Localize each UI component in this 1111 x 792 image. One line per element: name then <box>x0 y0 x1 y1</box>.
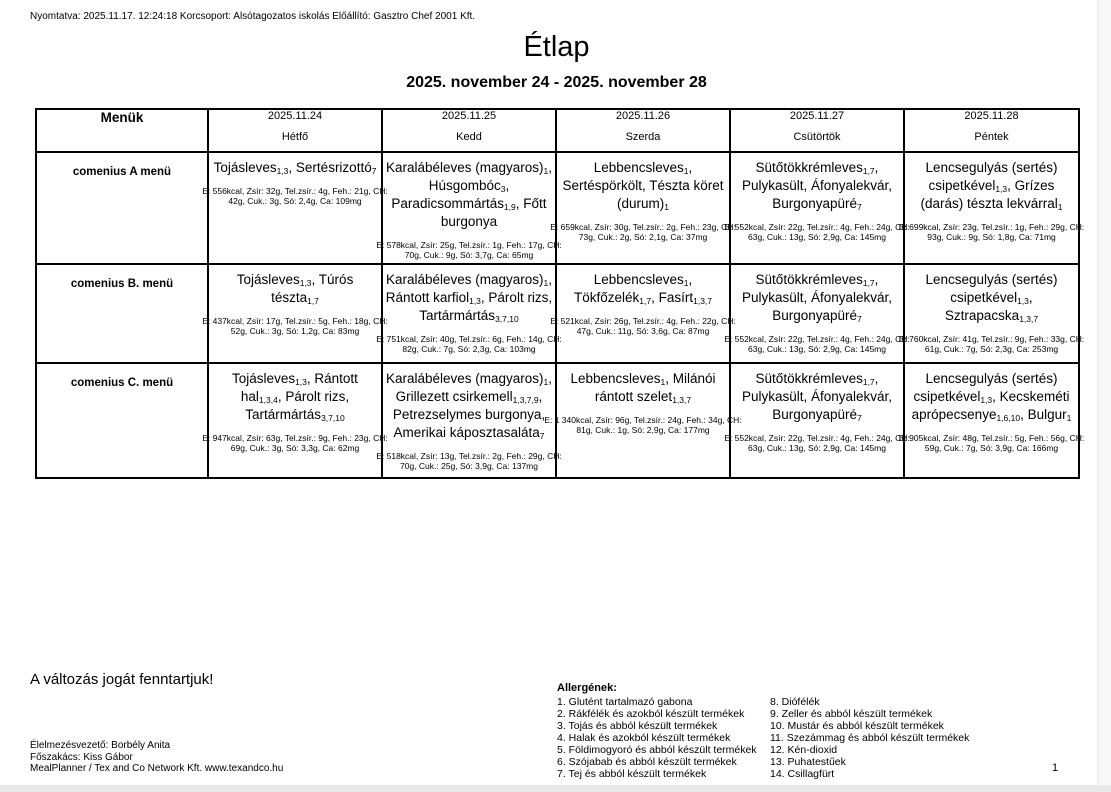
dish-text: Lebbencsleves$_1$, Tökfőzelék$_{1,7}$, Fasírt$_{1,3,7}$ <box>573 272 713 306</box>
menu-cell <box>376 363 562 478</box>
dish-text: Lebbencsleves$_1$, Milánói rántott szelet$_{1,3,7}$ <box>570 371 716 405</box>
dish-text: Lencsegulyás (sertés) csipetkével$_{1,3}$, Grízes (darás) tészta lekvárral$_1$ <box>920 160 1063 212</box>
day-name: Kedd <box>456 131 482 143</box>
dish-text: Tojásleves$_{1,3}$, Rántott hal$_{1,3,4}$, Párolt rizs, Tartármártás$_{3,7,10}$ <box>232 371 358 423</box>
table-header-row <box>36 109 1079 152</box>
nutrition-text: E: 552kcal, Zsír: 22g, Tel.zsír.: 4g, Feh.: 24g, CH: 63g, Cuk.: 13g, Só: 2,9g, Ca: 145mg <box>724 222 910 242</box>
menu-cell <box>724 152 910 264</box>
menu-cell <box>550 152 736 264</box>
allergen-item: 7. Tej és abból készült termékek <box>557 768 707 780</box>
allergen-item: 12. Kén-dioxid <box>770 744 838 756</box>
allergen-item: 6. Szójabab és abból készült termékek <box>557 756 737 768</box>
date-range: 2025. november 24 - 2025. november 28 <box>406 74 707 91</box>
nutrition-text: E: 1 340kcal, Zsír: 96g, Tel.zsír.: 24g, Feh.: 34g, CH: 81g, Cuk.: 1g, Só: 2,9g, Ca: 177mg <box>544 415 742 435</box>
menu-cell <box>376 264 562 363</box>
menu-cell <box>724 363 910 478</box>
allergen-item: 5. Földimogyoró és abból készült termékek <box>557 744 757 756</box>
dish-text: Karalábéleves $(magyaros)_1$, Grillezett csirkemell$_{1,3,7,9}$, Petrezselymes burgonya, Amerikai káposztasaláta$_7$ <box>385 371 553 441</box>
nutrition-text: E: 578kcal, Zsír: 25g, Tel.zsír.: 1g, Feh.: 17g, CH: 70g, Cuk.: 9g, Só: 3,7g, Ca: 65mg <box>376 240 562 260</box>
menu-row <box>36 264 1079 363</box>
day-header-2 <box>382 109 556 152</box>
menu-column-header: Menük <box>36 109 208 152</box>
nutrition-text: E: 760kcal, Zsír: 41g, Tel.zsír.: 9g, Feh.: 33g, CH: 61g, Cuk.: 7g, Só: 2,3g, Ca: 253mg <box>898 334 1085 354</box>
day-date: 2025.11.26 <box>615 110 671 122</box>
nutrition-text: E: 905kcal, Zsír: 48g, Tel.zsír.: 5g, Feh.: 56g, CH: 59g, Cuk.: 7g, Só: 3,9g, Ca: 166mg <box>898 433 1085 453</box>
dish-text: Tojásleves$_{1,3}$, Sertésrizottó$_7$ <box>213 160 377 176</box>
dish-text: Sütőtökkrémleves$_{1,7}$, Pulykasült, Áfonyalekvár, Burgonyapüré$_7$ <box>741 371 893 423</box>
day-header-3 <box>556 109 730 152</box>
day-date: 2025.11.25 <box>441 110 497 122</box>
nutrition-text: E: 556kcal, Zsír: 32g, Tel.zsír.: 4g, Feh.: 21g, CH: 42g, Cuk.: 3g, Só: 2,4g, Ca: 109mg <box>202 186 388 206</box>
allergens-column-2 <box>770 696 969 780</box>
day-header-1 <box>208 109 382 152</box>
allergen-item: 9. Zeller és abból készült termékek <box>770 708 933 720</box>
allergens-columns <box>557 696 969 780</box>
menu-cell <box>202 363 388 478</box>
vertical-scrollbar[interactable] <box>1097 0 1111 792</box>
day-name: Csütörtök <box>793 131 841 143</box>
staff-line: MealPlanner / Tex and Co Network Kft. www.texandco.hu <box>30 763 284 774</box>
menu-row-label: comenius C. menü <box>36 363 208 478</box>
menu-cell <box>898 152 1085 264</box>
menu-row <box>36 152 1079 264</box>
dish-text: Karalábéleves $(magyaros)_1$, Húsgombóc$_3$, Paradicsommártás$_{1,9}$, Főtt burgonya <box>385 160 553 229</box>
day-date: 2025.11.27 <box>789 110 845 122</box>
nutrition-text: E: 947kcal, Zsír: 63g, Tel.zsír.: 9g, Feh.: 23g, CH: 69g, Cuk.: 3g, Só: 3,3g, Ca: 62mg <box>202 433 388 453</box>
menu-row-label: comenius A menü <box>36 152 208 264</box>
dish-text: Tojásleves$_{1,3}$, Túrós tészta$_{1,7}$ <box>236 272 354 306</box>
dish-text: Lencsegulyás (sertés) csipetkével$_{1,3}$, Kecskeméti aprópecsenye$_{1,6,10}$, Bulgur$_1$ <box>911 371 1072 423</box>
staff-line: Élelmezésvezető: Borbély Anita <box>30 740 171 751</box>
nutrition-text: E: 518kcal, Zsír: 13g, Tel.zsír.: 2g, Feh.: 29g, CH: 70g, Cuk.: 25g, Só: 3,9g, Ca: 137mg <box>376 451 562 471</box>
allergen-item: 4. Halak és azokból készült termékek <box>557 732 731 744</box>
nutrition-text: E: 552kcal, Zsír: 22g, Tel.zsír.: 4g, Feh.: 24g, CH: 63g, Cuk.: 13g, Só: 2,9g, Ca: 145mg <box>724 433 910 453</box>
menu-table <box>35 108 1085 479</box>
menu-cell <box>550 264 736 363</box>
disclaimer-text: A változás jogát fenntartjuk! <box>30 671 214 688</box>
allergens-column-1 <box>557 696 770 780</box>
nutrition-text: E: 437kcal, Zsír: 17g, Tel.zsír.: 5g, Feh.: 18g, CH: 52g, Cuk.: 3g, Só: 1,2g, Ca: 83mg <box>202 316 388 336</box>
day-date: 2025.11.24 <box>267 110 323 122</box>
day-name: Péntek <box>974 131 1009 143</box>
allergen-item: 13. Puhatestűek <box>770 756 846 768</box>
menu-cell <box>898 264 1085 363</box>
menu-cell <box>724 264 910 363</box>
dish-text: Lebbencsleves$_1$, Sertéspörkölt, Tészta köret $(durum)_1$ <box>562 160 724 212</box>
allergen-item: 8. Diófélék <box>770 696 820 708</box>
allergen-item: 2. Rákfélék és azokból készült termékek <box>557 708 745 720</box>
allergen-item: 11. Szezámmag és abból készült termékek <box>770 732 970 744</box>
horizontal-scrollbar[interactable] <box>0 785 1111 792</box>
menu-cell <box>376 152 562 264</box>
nutrition-text: E: 659kcal, Zsír: 30g, Tel.zsír.: 2g, Feh.: 23g, CH: 73g, Cuk.: 2g, Só: 2,1g, Ca: 37mg <box>550 222 736 242</box>
allergen-item: 14. Csillagfürt <box>770 768 835 780</box>
day-date: 2025.11.28 <box>964 110 1019 122</box>
dish-text: Sütőtökkrémleves$_{1,7}$, Pulykasült, Áfonyalekvár, Burgonyapüré$_7$ <box>741 272 893 324</box>
nutrition-text: E: 751kcal, Zsír: 40g, Tel.zsír.: 6g, Feh.: 14g, CH: 82g, Cuk.: 7g, Só: 2,3g, Ca: 103mg <box>376 334 562 354</box>
allergen-item: 3. Tojás és abból készült termékek <box>557 720 718 732</box>
day-header-5 <box>904 109 1079 152</box>
dish-text: Karalábéleves $(magyaros)_1$, Rántott karfiol$_{1,3}$, Párolt rizs, Tartármártás$_{3,7,10}$ <box>385 272 553 324</box>
staff-block <box>30 740 283 775</box>
day-name: Szerda <box>625 131 661 143</box>
menu-cell <box>202 152 388 264</box>
allergen-item: 10. Mustár és abból készült termékek <box>770 720 944 732</box>
menu-cell <box>898 363 1085 478</box>
menu-cell <box>544 363 742 478</box>
nutrition-text: E: 699kcal, Zsír: 23g, Tel.zsír.: 1g, Feh.: 29g, CH: 93g, Cuk.: 9g, Só: 1,8g, Ca: 71mg <box>898 222 1085 242</box>
menu-row-label: comenius B. menü <box>36 264 208 363</box>
allergen-item: 1. Glutént tartalmazó gabona <box>557 696 693 708</box>
print-info: Nyomtatva: 2025.11.17. 12:24:18 Korcsoport: Alsótagozatos iskolás Előállító: Gasztro Chef 2001 Kft. <box>30 11 476 22</box>
page-number: 1 <box>1051 762 1059 774</box>
nutrition-text: E: 552kcal, Zsír: 22g, Tel.zsír.: 4g, Feh.: 24g, CH: 63g, Cuk.: 13g, Só: 2,9g, Ca: 145mg <box>724 334 910 354</box>
staff-line: Főszakács: Kiss Gábor <box>30 751 133 763</box>
day-header-4 <box>730 109 904 152</box>
menu-cell <box>202 264 388 363</box>
menu-row <box>36 363 1079 478</box>
nutrition-text: E: 521kcal, Zsír: 26g, Tel.zsír.: 4g, Feh.: 22g, CH: 47g, Cuk.: 11g, Só: 3,6g, Ca: 87mg <box>550 316 736 336</box>
allergens-title: Allergének: <box>557 682 617 694</box>
allergens-section <box>557 682 969 780</box>
dish-text: Sütőtökkrémleves$_{1,7}$, Pulykasült, Áfonyalekvár, Burgonyapüré$_7$ <box>741 160 893 212</box>
day-name: Hétfő <box>281 131 309 143</box>
page-title: Étlap <box>523 31 590 63</box>
dish-text: Lencsegulyás (sertés) csipetkével$_{1,3}$, Sztrapacska$_{1,3,7}$ <box>925 272 1058 324</box>
